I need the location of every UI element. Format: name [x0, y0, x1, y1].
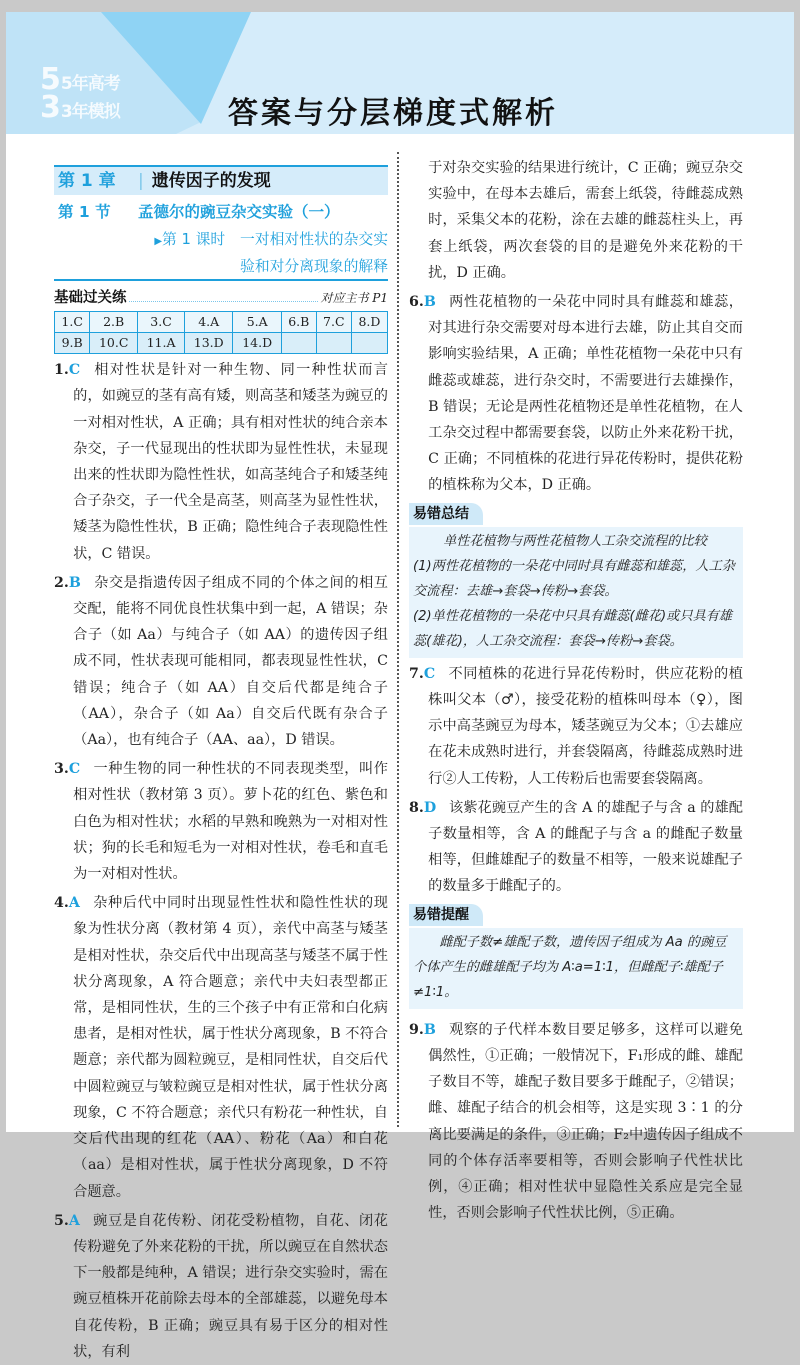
- answer-cell: [316, 333, 351, 354]
- explanation-1: 1.C 相对性状是针对一种生物、同一种性状而言的，如豌豆的茎有高有矮，则高茎和矮茎为豌豆的一对相对性状，A 正确；具有相对性状的纯合亲本杂交，子一代显现出的性状即为显性性状，未显现出来的性状即为隐性性状，如高茎纯合子和矮茎纯合子杂交，子一代全是高茎，则高茎为显性性状，矮茎为隐性性状，B 正确；隐性纯合子表现隐性性状，C 错误。: [54, 362, 388, 562]
- explanation-9: 9.B 观察的子代样本数目要足够多，这样可以避免偶然性，①正确；一般情况下，F₁形成的雌、雄配子数目不等，雄配子数目要多于雌配子，②错误；雌、雄配子结合的机会相等，这是实现 3∶1 的分离比要满足的条件，③正确；F₂中遗传因子组成不同的个体存活率要相等，否则会影响子代性状比例，④正确；相对性状中显隐性关系应是完全显性，否则会影响子代性状比例，⑤正确。: [409, 1021, 743, 1222]
- chapter-title: 遗传因子的发现: [151, 170, 271, 191]
- answer-cell: 3.C: [138, 312, 185, 333]
- note-summary-box: [409, 527, 743, 658]
- answer-key-table: [54, 311, 388, 354]
- answer-cell: 4.A: [184, 312, 232, 333]
- explanation-4: 4.A 杂种后代中同时出现显性性状和隐性性状的现象为性状分离（教材第 4 页），亲代中高茎与矮茎是相对性状，杂交后代中出现高茎与矮茎不属于性状分离现象，A 符合题意；亲代中夫妇表型都正常，是相同性状，生的三个孩子中有正常和白化病患者，是相对性状，属于性状分离现象，B 不符合题意；亲代都为圆粒豌豆，是相同性状，自交后代中圆粒豌豆与皱粒豌豆是相对性状，属于性状分离现象，C 不符合题意；亲代只有粉花一种性状，自交后代出现的红花（AA）、粉花（Aa）和白花（aa）是相对性状，属于性状分离现象，D 不符合题意。: [54, 895, 388, 1200]
- explanation-6: 6.B 两性花植物的一朵花中同时具有雌蕊和雄蕊，对其进行杂交需要对母本进行去雄，防止其自交而影响实验结果，A 正确；单性花植物一朵花中只有雌蕊或雄蕊，进行杂交时，不需要进行去雄操作，B 错误；无论是两性花植物还是单性花植物，在人工杂交过程中都需要套袋，以防止外来花粉干扰，C 正确；不同植株的花进行异花传粉时，提供花粉的植株称为父本，D 正确。: [409, 294, 743, 494]
- note-summary-item: (2)单性花植物的一朵花中只具有雌蕊(雌花)或只具有雄蕊(雄花)，人工杂交流程：套袋→传粉→套袋。: [413, 608, 733, 649]
- column-divider: [397, 152, 399, 1127]
- answer-cell: [351, 333, 387, 354]
- answer-cell: [281, 333, 316, 354]
- answer-cell: 1.C: [55, 312, 90, 333]
- triangle-right-icon: ▶: [154, 236, 163, 248]
- explanation-5: 5.A 豌豆是自花传粉、闭花受粉植物，自花、闭花传粉避免了外来花粉的干扰，所以豌豆在自然状态下一般都是纯种，A 错误；进行杂交实验时，需在豌豆植株开花前除去母本的全部雄蕊，以避免母本自花传粉，B 正确；豌豆具有易于区分的相对性状，有利: [54, 1212, 388, 1360]
- page-title: 答案与分层梯度式解析: [228, 96, 558, 131]
- explanation-7: 7.C 不同植株的花进行异花传粉时，供应花粉的植株叫父本（♂），接受花粉的植株叫母本（♀），图示中高茎豌豆为母本，矮茎豌豆为父本；①去雄应在花未成熟时进行，并套袋隔离，待雌蕊成熟时进行②人工传粉，人工传粉后也需要套袋隔离。: [409, 665, 743, 787]
- explanation-8: 8.D 该紫花豌豆产生的含 A 的雄配子与含 a 的雄配子数量相等，含 A 的雌配子与含 a 的雌配子数量相等，但雌雄配子的数量不相等，一般来说雄配子的数量多于雌配子的。: [409, 799, 743, 895]
- left-column: [54, 152, 388, 1365]
- note-reminder-box: [409, 928, 743, 1009]
- note-summary-tag: 易错总结: [409, 503, 483, 525]
- explanation-3: 3.C 一种生物的同一种性状的不同表现类型，叫作相对性状（教材第 3 页）。萝卜花的红色、紫色和白色为相对性状；水稻的早熟和晚熟为一对相对性状；狗的长毛和短毛为一对相对性状，卷毛和直毛为一对相对性状。: [54, 761, 388, 883]
- section-number: 第 1 节: [58, 203, 111, 221]
- answer-cell: 2.B: [90, 312, 138, 333]
- chapter-header: 第 1 章 | 遗传因子的发现 第 1 节 孟德尔的豌豆杂交实验（一） ▶第 1 课时 一对相对性状的杂交实 验和对分离现象的解释: [54, 165, 388, 281]
- answer-cell: 14.D: [233, 333, 281, 354]
- answer-cell: 5.A: [233, 312, 281, 333]
- note-summary-heading: 单性花植物与两性花植物人工杂交流程的比较: [443, 533, 707, 549]
- practice-title: 基础过关练: [54, 290, 127, 307]
- answer-cell: 6.B: [281, 312, 316, 333]
- answer-cell: 13.D: [184, 333, 232, 354]
- right-column: [409, 155, 743, 1227]
- practice-header: [54, 285, 388, 309]
- answer-cell: 10.C: [90, 333, 138, 354]
- page: [6, 12, 794, 1360]
- explanation-5-continued: 于对杂交实验的结果进行统计，C 正确；豌豆杂交实验中，在母本去雄后，需套上纸袋，待雌蕊成熟时，采集父本的花粉，涂在去雄的雌蕊柱头上，再套上纸袋，两次套袋的目的是避免外来花粉的干扰，D 正确。: [428, 160, 743, 281]
- header-banner: [6, 12, 794, 134]
- note-summary-item: (1)两性花植物的一朵花中同时具有雌蕊和雄蕊，人工杂交流程：去雄→套袋→传粉→套袋。: [413, 558, 735, 599]
- answer-cell: 7.C: [316, 312, 351, 333]
- answer-row: [55, 312, 388, 333]
- explanation-2: 2.B 杂交是指遗传因子组成不同的个体之间的相互交配，能将不同优良性状集中到一起，A 错误；杂合子（如 Aa）与纯合子（如 AA）的遗传因子组成不同，性状表现可能相同，都表现显性性状，C 错误；纯合子（如 AA）自交后代都是纯合子（AA），杂合子（如 Aa）自交后代既有杂合子（Aa），也有纯合子（AA、aa），D 错误。: [54, 574, 388, 749]
- answer-cell: 11.A: [138, 333, 185, 354]
- dotted-leader: [129, 301, 319, 302]
- lesson-title: ▶第 1 课时 一对相对性状的杂交实 验和对分离现象的解释: [154, 231, 388, 276]
- answer-row: [55, 333, 388, 354]
- answer-cell: 8.D: [351, 312, 387, 333]
- note-reminder-text: 雌配子数≠雄配子数，遗传因子组成为 Aa 的豌豆个体产生的雌雄配子均为 A∶a=1∶1，但雌配子∶雄配子≠1∶1。: [413, 934, 727, 1000]
- brand-logo: 55年高考 33年模拟: [40, 62, 120, 125]
- answer-cell: 9.B: [55, 333, 90, 354]
- chapter-number: 第 1 章: [58, 170, 116, 191]
- practice-reference: 对应主书 P1: [320, 291, 388, 306]
- note-reminder-tag: 易错提醒: [409, 904, 483, 926]
- section-title: 孟德尔的豌豆杂交实验（一）: [138, 203, 340, 221]
